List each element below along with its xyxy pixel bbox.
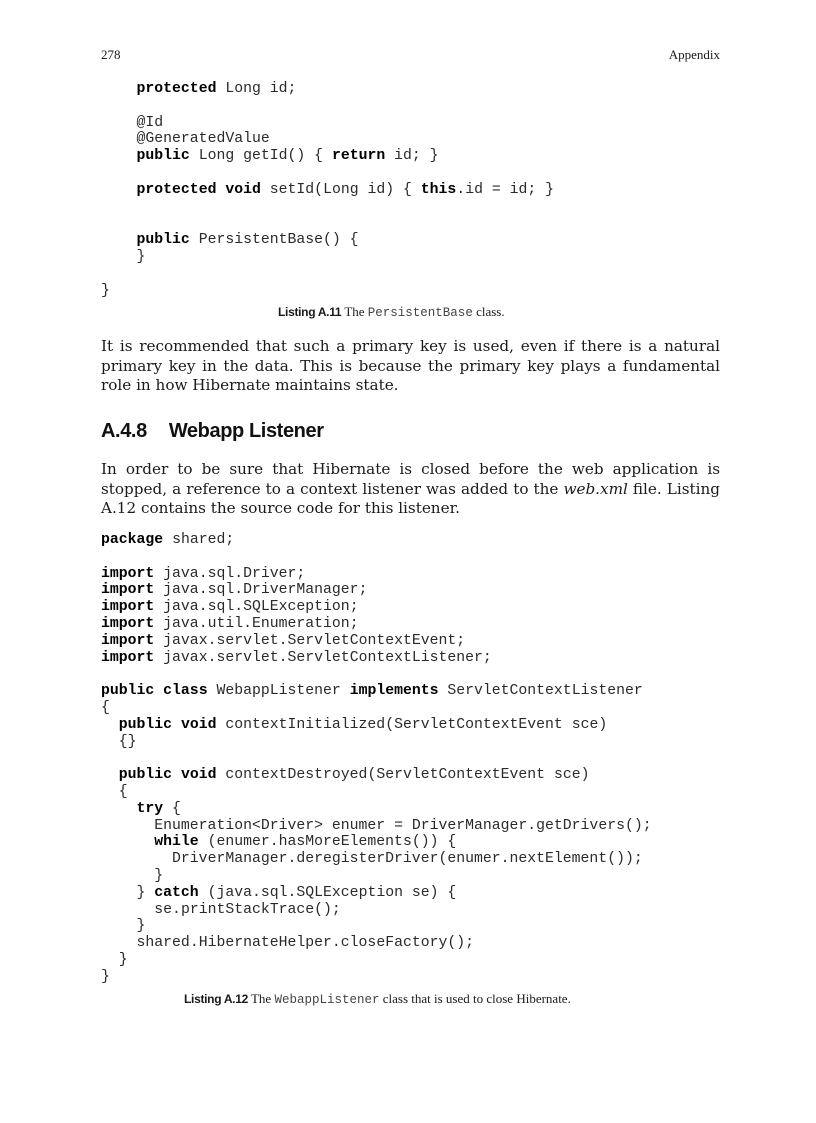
code-line: {}	[101, 733, 137, 750]
page-number: 278	[101, 47, 121, 62]
section-heading	[101, 420, 324, 443]
caption-post: class.	[476, 304, 505, 319]
code-line	[101, 199, 554, 216]
code-line: public void contextDestroyed(ServletContextEvent sce)	[118, 767, 590, 784]
code-line: import java.sql.DriverManager;	[101, 582, 368, 599]
paragraph-primary-key: It is recommended that such a primary key is used, even if there is a natural primary key in the data. This is because the primary key plays a fundamental role in how Hibernate maintains state.	[101, 337, 720, 394]
caption-code: WebappListener	[274, 993, 380, 1007]
code-line: }	[101, 918, 146, 935]
code-line: }	[101, 968, 110, 985]
code-line: import java.sql.Driver;	[101, 565, 306, 582]
code-line: import javax.servlet.ServletContextListener;	[101, 649, 492, 666]
web-xml-filename: web.xml	[563, 479, 628, 498]
code-listing-a12	[101, 532, 652, 986]
caption-pre: The	[250, 991, 272, 1006]
code-line: protected Long id;	[136, 81, 297, 97]
code-line: import java.sql.SQLException;	[101, 599, 359, 616]
code-line: import javax.servlet.ServletContextEvent;	[101, 632, 466, 649]
page-header	[101, 47, 720, 65]
code-line: } catch (java.sql.SQLException se) {	[101, 884, 457, 901]
paragraph-listener-intro	[101, 460, 720, 519]
code-line: package shared;	[101, 532, 235, 548]
code-listing-a11	[101, 81, 554, 299]
caption-code: PersistentBase	[367, 306, 473, 320]
listing-a11-caption	[278, 304, 505, 320]
code-line: {	[101, 699, 110, 716]
paragraph-text-before: In order to be sure that Hibernate is closed before the web application is stopped, a reference to a context listener was added to the	[101, 460, 720, 498]
code-line: DriverManager.deregisterDriver(enumer.nextElement());	[172, 851, 643, 868]
code-line: protected void setId(Long id) { this.id = id; }	[136, 181, 555, 198]
code-line: public PersistentBase() {	[136, 232, 359, 249]
code-line: shared.HibernateHelper.closeFactory();	[136, 935, 474, 952]
code-line: while (enumer.hasMoreElements()) {	[154, 834, 457, 851]
code-line: @GeneratedValue	[101, 131, 270, 148]
listing-a12-caption	[184, 991, 571, 1007]
code-line: se.printStackTrace();	[154, 901, 341, 918]
code-line: public void contextInitialized(ServletContextEvent sce)	[118, 716, 608, 733]
code-line	[101, 266, 554, 283]
code-line: public Long getId() { return id; }	[136, 148, 439, 165]
code-line	[101, 549, 652, 566]
section-title: Webapp Listener	[168, 420, 324, 442]
running-head: Appendix	[668, 47, 720, 62]
code-line: {	[101, 783, 128, 800]
code-line: @Id	[101, 114, 164, 131]
code-line	[101, 98, 554, 115]
code-line: try {	[136, 800, 181, 817]
code-line	[101, 666, 652, 683]
code-line	[101, 165, 554, 182]
section-number: A.4.8	[101, 420, 147, 442]
code-line: import java.util.Enumeration;	[101, 615, 359, 632]
code-line	[101, 750, 652, 767]
code-line: }	[101, 282, 110, 299]
code-line: public class WebappListener implements ServletContextListener	[101, 683, 643, 700]
code-line: }	[101, 867, 164, 884]
code-line	[101, 215, 554, 232]
code-line: Enumeration<Driver> enumer = DriverManager.getDrivers();	[154, 817, 652, 834]
paragraph-text-after: file. Listing A.12 contains the source code for this listener.	[101, 479, 720, 517]
code-line: }	[101, 248, 146, 265]
caption-label: Listing A.11	[278, 305, 342, 319]
code-line: }	[101, 951, 128, 968]
caption-pre: The	[344, 304, 365, 319]
caption-label: Listing A.12	[184, 992, 248, 1006]
caption-post: class that is used to close Hibernate.	[382, 991, 571, 1006]
